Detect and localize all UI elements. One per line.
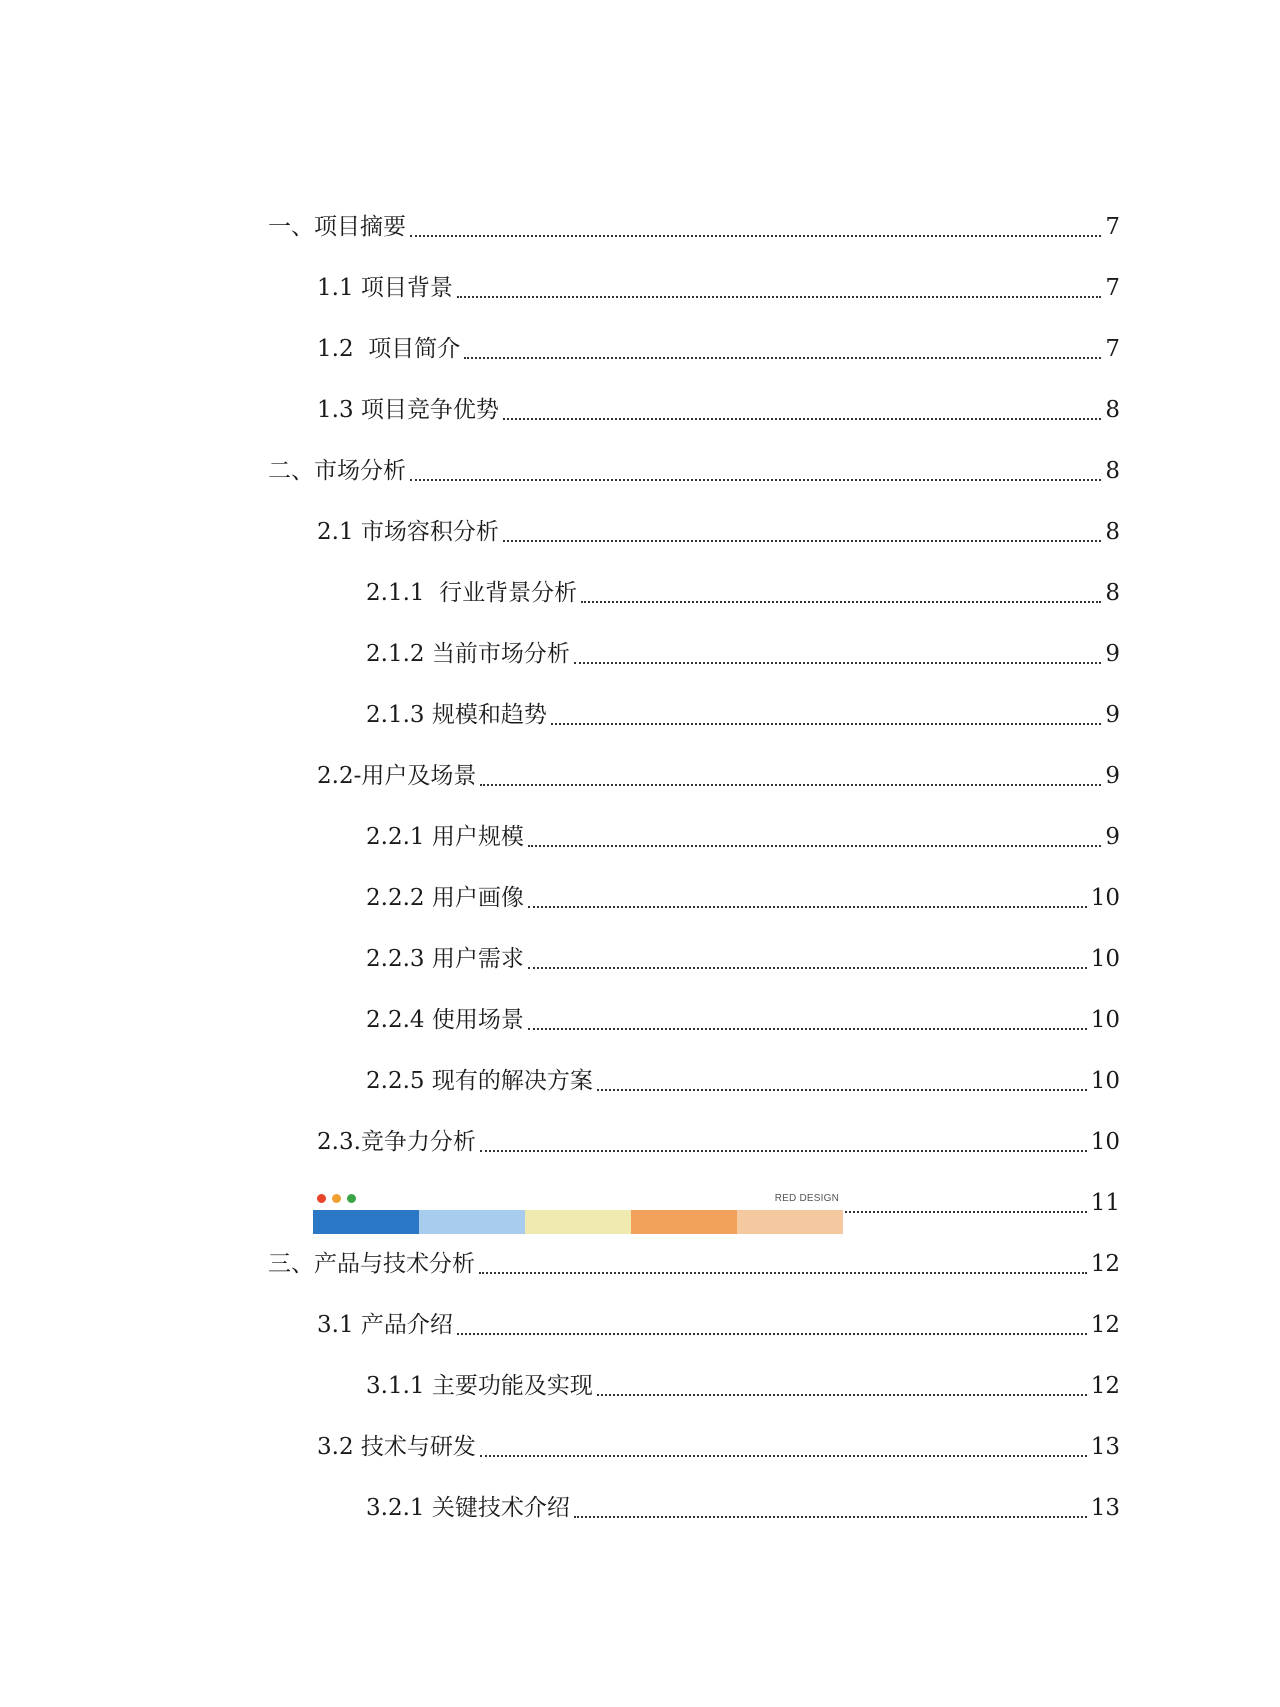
- toc-line: [317, 1305, 1120, 1345]
- toc-line: [317, 1122, 1120, 1162]
- toc-line: [366, 1061, 1120, 1101]
- toc-line: [366, 1366, 1120, 1406]
- toc-line: [366, 1488, 1120, 1528]
- toc-leader-dots: [503, 418, 1101, 420]
- toc-label: 三、产品与技术分析: [268, 1251, 475, 1277]
- color-bar-segment-2: [419, 1210, 525, 1234]
- toc-leader-dots: [581, 601, 1101, 603]
- toc-page-number: 9: [1105, 702, 1120, 728]
- toc-label: 2.2.2 用户画像: [366, 885, 524, 911]
- toc-page-number: 10: [1090, 1007, 1120, 1033]
- toc-page-number: 10: [1090, 946, 1120, 972]
- toc-label: 2.3.竞争力分析: [317, 1129, 476, 1155]
- toc-label: 2.1.1 行业背景分析: [366, 580, 578, 606]
- toc-leader-dots: [528, 845, 1102, 847]
- toc-line: [366, 817, 1120, 857]
- toc-label: 1.2 项目简介: [317, 336, 461, 362]
- toc-label: 一、项目摘要: [268, 214, 406, 240]
- toc-leader-dots: [464, 357, 1101, 359]
- toc-page-number: 7: [1105, 214, 1120, 240]
- toc-entry[interactable]: [0, 634, 1280, 674]
- toc-entry[interactable]: [0, 1000, 1280, 1040]
- toc-page-number: 9: [1105, 641, 1120, 667]
- toc-page-number: 10: [1090, 885, 1120, 911]
- toc-line: [317, 329, 1120, 369]
- color-bar-segment-5: [737, 1210, 843, 1234]
- toc-entry[interactable]: [0, 1305, 1280, 1345]
- toc-line: [366, 878, 1120, 918]
- banner-brand-text: RED DESIGN: [774, 1193, 839, 1204]
- color-banner-overlay: [313, 1182, 843, 1236]
- toc-page-number: 13: [1090, 1495, 1120, 1521]
- toc-page-number: 10: [1090, 1068, 1120, 1094]
- toc-leader-dots: [457, 296, 1101, 298]
- toc-entry[interactable]: [0, 207, 1280, 247]
- toc-line: [268, 207, 1120, 247]
- toc-entry[interactable]: [0, 512, 1280, 552]
- toc-label: 2.1.3 规模和趋势: [366, 702, 547, 728]
- toc-leader-dots: [574, 1516, 1087, 1518]
- toc-leader-dots: [551, 723, 1102, 725]
- toc-entry[interactable]: [0, 1366, 1280, 1406]
- toc-label: 2.2.4 使用场景: [366, 1007, 524, 1033]
- toc-page-number: 7: [1105, 336, 1120, 362]
- toc-line: [366, 695, 1120, 735]
- toc-line: [317, 756, 1120, 796]
- toc-line: [366, 1000, 1120, 1040]
- toc-leader-dots: [457, 1333, 1087, 1335]
- toc-label: 2.2.3 用户需求: [366, 946, 524, 972]
- toc-line: [317, 268, 1120, 308]
- window-dot-1: [317, 1194, 326, 1203]
- toc-leader-dots: [480, 1150, 1087, 1152]
- toc-page-number: 9: [1105, 824, 1120, 850]
- toc-label: 1.3 项目竞争优势: [317, 397, 499, 423]
- toc-page-number: 12: [1090, 1312, 1120, 1338]
- toc-entry[interactable]: [0, 390, 1280, 430]
- window-dots: [317, 1194, 356, 1203]
- toc-leader-dots: [528, 906, 1087, 908]
- toc-label: 3.2.1 关键技术介绍: [366, 1495, 570, 1521]
- toc-entry[interactable]: [0, 1061, 1280, 1101]
- toc-label: 2.1 市场容积分析: [317, 519, 499, 545]
- toc-page-number: 11: [1090, 1190, 1120, 1216]
- toc-line: [366, 634, 1120, 674]
- toc-page-number: 13: [1090, 1434, 1120, 1460]
- toc-line: [317, 1427, 1120, 1467]
- toc-leader-dots: [597, 1089, 1087, 1091]
- toc-leader-dots: [479, 1272, 1087, 1274]
- window-dot-2: [332, 1194, 341, 1203]
- toc-line: [366, 573, 1120, 613]
- toc-label: 3.2 技术与研发: [317, 1434, 476, 1460]
- toc-entry[interactable]: [0, 695, 1280, 735]
- color-bar-segment-1: [313, 1210, 419, 1234]
- toc-label: 3.1.1 主要功能及实现: [366, 1373, 593, 1399]
- color-bar-segment-3: [525, 1210, 631, 1234]
- color-bar-segment-4: [631, 1210, 737, 1234]
- toc-entry[interactable]: [0, 817, 1280, 857]
- toc-entry[interactable]: [0, 451, 1280, 491]
- toc-leader-dots: [597, 1394, 1087, 1396]
- toc-line: [317, 512, 1120, 552]
- toc-entry[interactable]: [0, 1244, 1280, 1284]
- toc-page-number: 12: [1090, 1251, 1120, 1277]
- toc-leader-dots: [410, 479, 1101, 481]
- toc-label: 二、市场分析: [268, 458, 406, 484]
- toc-page-number: 7: [1105, 275, 1120, 301]
- toc-page-number: 8: [1105, 519, 1120, 545]
- toc-leader-dots: [410, 235, 1101, 237]
- toc-entry[interactable]: [0, 1427, 1280, 1467]
- toc-leader-dots: [528, 1028, 1087, 1030]
- toc-line: [268, 451, 1120, 491]
- toc-label: 2.2.1 用户规模: [366, 824, 524, 850]
- toc-entry[interactable]: [0, 1122, 1280, 1162]
- toc-leader-dots: [528, 967, 1087, 969]
- toc-leader-dots: [480, 1455, 1087, 1457]
- toc-entry[interactable]: [0, 878, 1280, 918]
- toc-leader-dots: [503, 540, 1101, 542]
- toc-label: 2.2.5 现有的解决方案: [366, 1068, 593, 1094]
- toc-leader-dots: [480, 784, 1101, 786]
- toc-leader-dots: [574, 662, 1102, 664]
- toc-label: 1.1 项目背景: [317, 275, 453, 301]
- toc-entry[interactable]: [0, 329, 1280, 369]
- toc-label: 3.1 产品介绍: [317, 1312, 453, 1338]
- toc-page-number: 10: [1090, 1129, 1120, 1155]
- toc-label: 2.2-用户及场景: [317, 763, 477, 789]
- toc-entry[interactable]: [0, 1488, 1280, 1528]
- toc-page-number: 8: [1105, 397, 1120, 423]
- toc-entry[interactable]: [0, 939, 1280, 979]
- toc-entry[interactable]: [0, 268, 1280, 308]
- toc-page-number: 12: [1090, 1373, 1120, 1399]
- window-dot-3: [347, 1194, 356, 1203]
- toc-page-number: 8: [1105, 580, 1120, 606]
- toc-entry[interactable]: [0, 573, 1280, 613]
- toc-line: [366, 939, 1120, 979]
- toc-label: 2.1.2 当前市场分析: [366, 641, 570, 667]
- toc-page-number: 8: [1105, 458, 1120, 484]
- toc-line: [268, 1244, 1120, 1284]
- color-bar: [313, 1210, 843, 1234]
- toc-page-number: 9: [1105, 763, 1120, 789]
- toc-entry[interactable]: [0, 756, 1280, 796]
- toc-line: [317, 390, 1120, 430]
